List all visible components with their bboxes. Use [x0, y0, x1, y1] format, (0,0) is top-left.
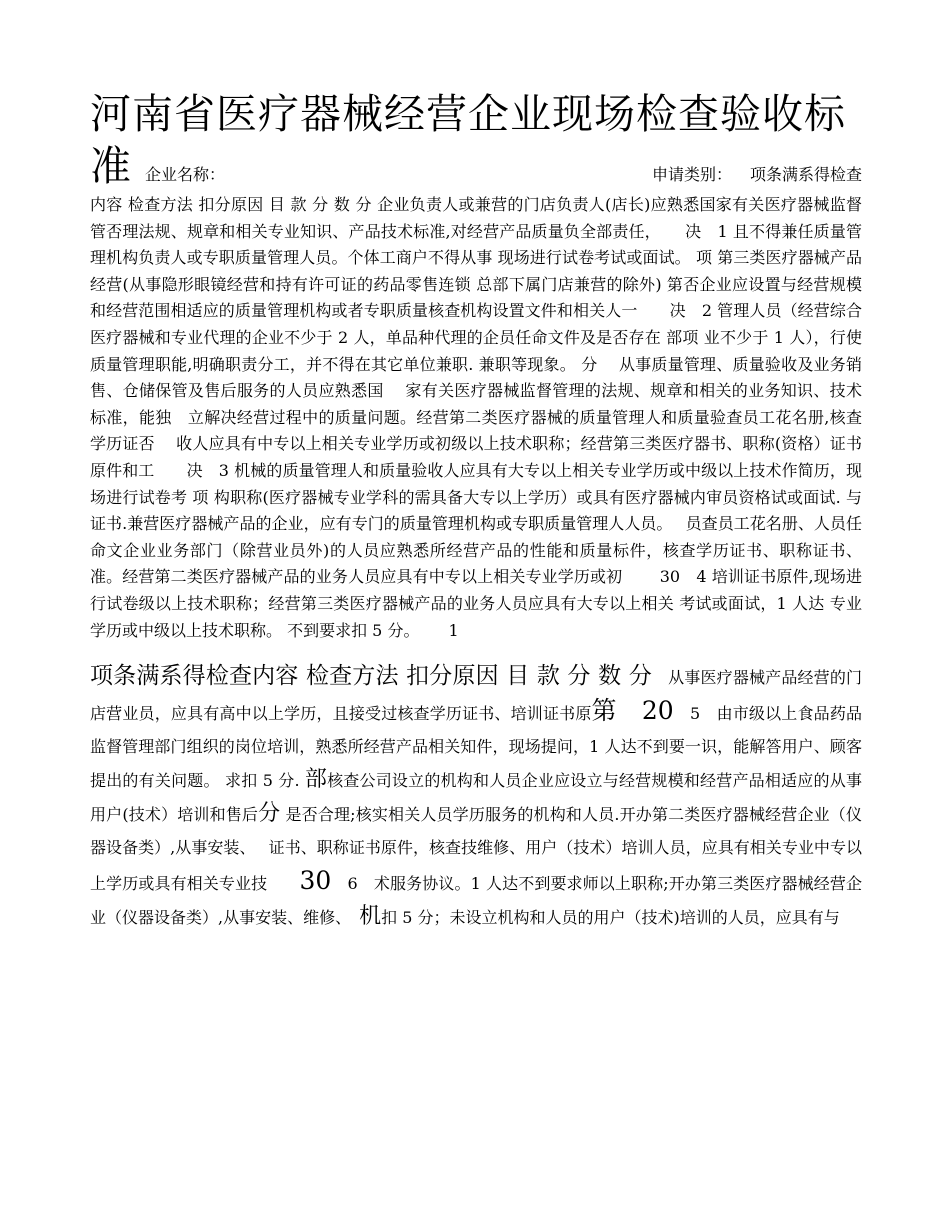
- table-header-fragment: 项条满系得检查: [749, 165, 862, 184]
- application-category-label: 申请类别：: [651, 165, 732, 184]
- section-heading: 项条满系得检查内容 检查方法 扣分原因 目 款 分 数 分: [90, 663, 652, 690]
- company-name-label: 企业名称：: [145, 165, 226, 184]
- title-continuation-row: [90, 140, 862, 192]
- document-title-tail: 准: [90, 142, 131, 190]
- large-text-run: 30: [299, 866, 332, 896]
- text-run: 从事医疗器械产品经营的门店营业员，应具有高中以上学历，且接受过核查学历证书、培训证书原: [90, 668, 862, 724]
- document-page: [90, 88, 862, 934]
- body-paragraph-1: 内容 检查方法 扣分原因 目 款 分 数 分 企业负责人或兼营的门店负责人(店长)应熟悉国家有关医疗器械监督管否理法规、规章和相关专业知识、产品技术标准,对经营产品质量负全部责任， 决 1 且不得兼任质量管理机构负责人或专职质量管理人员。个体工商户不得从事 现场进行试卷考试或面试。 项 第三类医疗器械产品经营(从事隐形眼镜经营和持有许可证的药品零售连锁 总部下属门店兼营的除外) 第否企业应设置与经营规模和经营范围相适应的质量管理机构或者专职质量核查机构设置文件和相关人一 决 2 管理人员（经营综合医疗器械和专业代理的企业不少于 2 人，单品种代理的企员任命文件及是否存在 部项 业不少于 1 人），行使质量管理职能,明确职责分工，并不得在其它单位兼职. 兼职等现象。 分 从事质量管理、质量验收及业务销售、仓储保管及售后服务的人员应熟悉国 家有关医疗器械监督管理的法规、规章和相关的业务知识、技术标准，能独 立解决经营过程中的质量问题。经营第二类医疗器械的质量管理人和质量验查员工花名册,核查学历证否 收人应具有中专以上相关专业学历或初级以上技术职称；经营第三类医疗器书、职称(资格）证书原件和工 决 3 机械的质量管理人和质量验收人应具有大专以上相关专业学历或中级以上技术作简历，现场进行试卷考 项 构职称(医疗器械专业学科的需具备大专以上学历）或具有医疗器械内审员资格试或面试. 与证书.兼营医疗器械产品的企业，应有专门的质量管理机构或专职质量管理人人员。 员查员工花名册、人员任命文企业业务部门（除营业员外)的人员应熟悉所经营产品的性能和质量标件，核查学历证书、职称证书、准。经营第二类医疗器械产品的业务人员应具有中专以上相关专业学历或初 30 4 培训证书原件,现场进行试卷级以上技术职称；经营第三类医疗器械产品的业务人员应具有大专以上相关 考试或面试，1 人达 专业学历或中级以上技术职称。 不到要求扣 5 分。 1: [90, 195, 862, 640]
- section-two: [90, 660, 862, 934]
- large-text-run: 分: [258, 801, 281, 827]
- text-run: 扣 5 分；未设立机构和人员的用户（技术)培训的人员，应具有与: [381, 908, 840, 928]
- text-run: 5 由市级以上食品药品监督管理部门组织的岗位培训，熟悉所经营产品相关知件，现场提问，1 人达不到要一识，能解答用户、顾客提出的有关问题。 求扣 5 分.: [90, 704, 862, 791]
- text-run: 是否合理;核实相关人员学历服务的机构和人员.开办第二类医疗器械经营企业（仪器设备类）,从事安装、 证书、职称证书原件，核查技维修、用户（技术）培训人员，应具有相关专业中专以上学历或具有相关专业技: [90, 805, 862, 894]
- document-title: 河南省医疗器械经营企业现场检查验收标: [90, 90, 846, 138]
- large-text-run: 部: [304, 767, 328, 793]
- large-text-run: 机: [359, 904, 382, 930]
- text-run: 核查公司设立的机构和人员企业应设立与经营规模和经营产品相适应的从事用户(技术）培训和售后: [90, 771, 862, 825]
- text-run: 6 术服务协议。1 人达不到要求师以上职称;开办第三类医疗器械经营企业（仪器设备类）,从事安装、维修、: [90, 874, 862, 928]
- large-text-run: 第 20: [591, 696, 674, 726]
- body-paragraph-2: [90, 660, 862, 934]
